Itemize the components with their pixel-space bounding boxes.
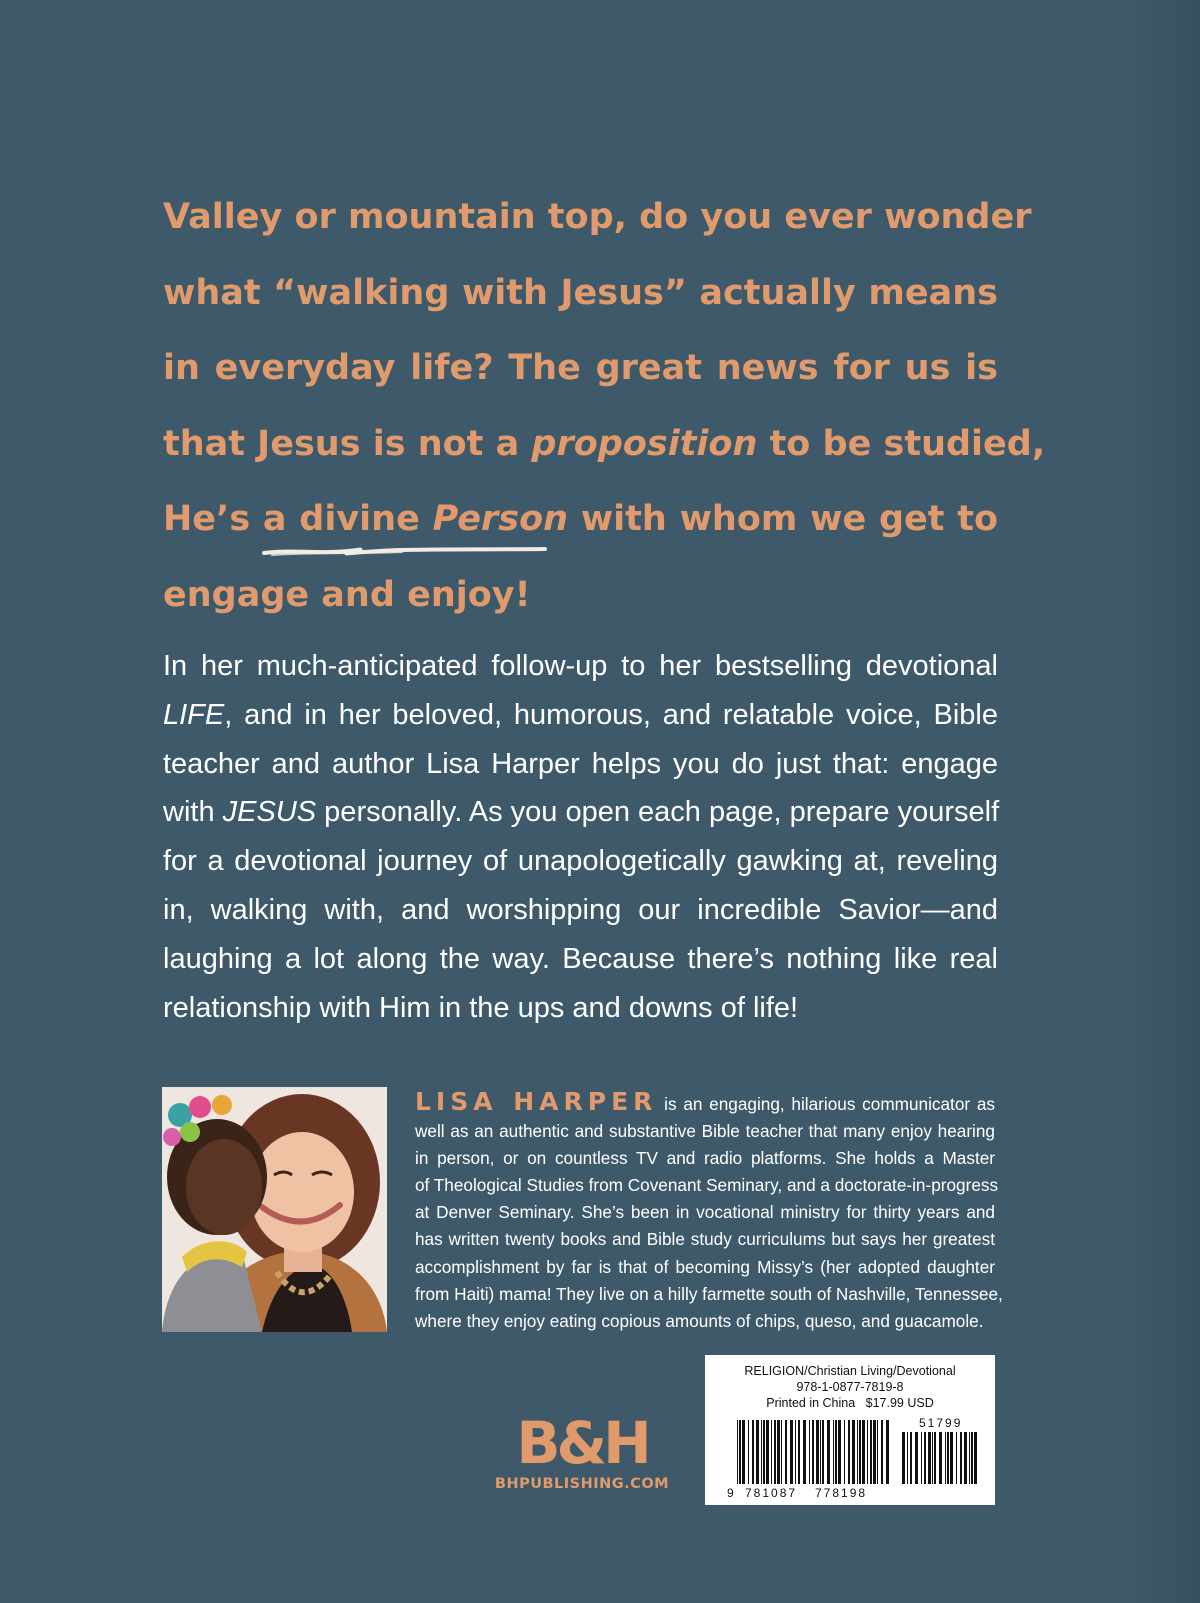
barcode-bar [881, 1420, 883, 1484]
isbn: 978-1-0877-7819-8 [796, 1380, 904, 1394]
author-photo [162, 1087, 387, 1332]
barcode-bar [763, 1420, 765, 1484]
barcode-box [705, 1355, 995, 1505]
barcode-bar [969, 1432, 970, 1484]
bio-line: from Haiti) mama! They live on a hilly farmette south of Nashville, Tennessee, [415, 1283, 1003, 1304]
barcode-bar [766, 1420, 769, 1484]
barcode-bar [932, 1432, 933, 1484]
barcode-bar [816, 1420, 819, 1484]
description-line: in, walking with, and worshipping our incredible Savior—and [163, 893, 998, 926]
barcode-bar [781, 1420, 782, 1484]
barcode-bar [742, 1420, 745, 1484]
barcode-bar [777, 1420, 780, 1484]
barcode-digit-lead: 9 [727, 1486, 734, 1500]
bio-line: LISA HARPER is an engaging, hilarious communicator as [415, 1087, 995, 1116]
barcode-bar [877, 1420, 878, 1484]
barcode-bar [812, 1420, 814, 1484]
barcode-bar [739, 1420, 741, 1484]
spine-edge [1120, 0, 1200, 1603]
barcode-bar [907, 1432, 908, 1484]
description-line: LIFE, and in her beloved, humorous, and relatable voice, Bible [163, 698, 998, 731]
barcode-bar [921, 1432, 922, 1484]
barcode-bar [945, 1432, 946, 1484]
barcode-bar [820, 1420, 821, 1484]
description-line: with JESUS personally. As you open each page, prepare yourself [163, 796, 1000, 829]
barcode-bar [939, 1432, 942, 1484]
headline-line: in everyday life? The great news for us is [163, 348, 998, 388]
barcode-bar [947, 1432, 949, 1484]
barcode-bar [752, 1420, 754, 1484]
emphasis-word: proposition [531, 423, 758, 464]
description-line: teacher and author Lisa Harper helps you do just that: engage [163, 747, 998, 780]
barcode-bar [910, 1432, 912, 1484]
publisher-logo [492, 1409, 672, 1502]
barcode-bar [870, 1420, 872, 1484]
barcode-bar [974, 1432, 977, 1484]
print-price-line [705, 1395, 995, 1411]
ean-barcode [737, 1420, 889, 1484]
barcode-bar [873, 1420, 876, 1484]
headline-line: engage and enjoy! [163, 574, 531, 615]
barcode-bar [934, 1432, 936, 1484]
barcode-bar [950, 1432, 953, 1484]
barcode-bar [761, 1420, 762, 1484]
bio-line: well as an authentic and substantive Bible teacher that many enjoy hearing [415, 1121, 995, 1142]
description-line: laughing a lot along the way. Because there’s nothing like real [163, 942, 998, 975]
barcode-bar [867, 1420, 868, 1484]
bio-line: at Denver Seminary. She’s been in vocational ministry for thirty years and [415, 1202, 995, 1223]
barcode-bar [857, 1420, 858, 1484]
barcode-bar [862, 1420, 865, 1484]
barcode-digits-left: 781087 [745, 1486, 798, 1500]
barcode-bar [928, 1432, 931, 1484]
barcode-bar [964, 1432, 967, 1484]
barcode-bar [902, 1432, 905, 1484]
barcode-bar [827, 1420, 830, 1484]
headline-line: that Jesus is not a proposition to be studied, [163, 423, 1046, 464]
barcode-bar [848, 1420, 850, 1484]
barcode-bar [833, 1420, 834, 1484]
barcode-bar [859, 1420, 861, 1484]
barcode-bar [924, 1432, 926, 1484]
description-line: relationship with Him in the ups and downs of life! [163, 991, 799, 1024]
barcode-bar [838, 1420, 841, 1484]
barcode-bar [844, 1420, 845, 1484]
barcode-bar [774, 1420, 776, 1484]
barcode-bar [795, 1420, 796, 1484]
barcode-bar [852, 1420, 855, 1484]
barcode-bar [785, 1420, 787, 1484]
description-line: for a devotional journey of unapologetically gawking at, reveling [163, 845, 998, 878]
author-bio [415, 1087, 1003, 1335]
price-code: 51799 [919, 1418, 963, 1430]
headline-line: Valley or mountain top, do you ever wonder [163, 197, 1032, 237]
barcode-bar [748, 1420, 749, 1484]
barcode-bar [809, 1420, 810, 1484]
headline-line: what “walking with Jesus” actually means [163, 272, 998, 313]
emphasis-word: Person [432, 499, 569, 539]
publisher-logo-mark: B&H [516, 1409, 648, 1477]
book-title-jesus: JESUS [222, 796, 317, 829]
barcode-bar [803, 1420, 806, 1484]
bio-line: of Theological Studies from Covenant Seminary, and a doctorate-in-progress [415, 1175, 999, 1196]
barcode-bar [790, 1420, 793, 1484]
price: $17.99 USD [865, 1396, 934, 1410]
bio-line: in person, or on countless TV and radio platforms. She holds a Master [415, 1148, 995, 1169]
barcode-bar [822, 1420, 824, 1484]
barcode-bar [737, 1420, 738, 1484]
barcode-bar [798, 1420, 800, 1484]
description [163, 642, 998, 1032]
bio-line: accomplishment by far is that of becoming Missy’s (her adopted daughter [415, 1256, 995, 1277]
price-addon-barcode [902, 1432, 977, 1484]
bio-line: has written twenty books and Bible study curriculums but says her greatest [415, 1229, 995, 1250]
barcode-bar [960, 1432, 962, 1484]
barcode-bar [771, 1420, 772, 1484]
publisher-url: BHPUBLISHING.COM [494, 1476, 670, 1492]
headline-line: He’s a divine Person with whom we get to [163, 499, 998, 539]
bio-line: where they enjoy eating copious amounts of chips, queso, and guacamole. [415, 1310, 984, 1331]
barcode-bar [756, 1420, 759, 1484]
barcode-bar [886, 1420, 889, 1484]
barcode [727, 1418, 977, 1500]
barcode-bar [956, 1432, 957, 1484]
barcode-bar [915, 1432, 918, 1484]
description-line: In her much-anticipated follow-up to her bestselling devotional [163, 650, 998, 682]
author-name: LISA HARPER [415, 1087, 658, 1116]
barcode-bar [835, 1420, 837, 1484]
brush-underline [262, 543, 547, 559]
barcode-bar [971, 1432, 973, 1484]
bisac-category: RELIGION/Christian Living/Devotional [744, 1364, 956, 1378]
headline [163, 180, 1046, 633]
book-title-life: LIFE [163, 698, 225, 731]
printed-in: Printed in China [766, 1396, 856, 1410]
barcode-digits-right: 778198 [815, 1486, 868, 1500]
